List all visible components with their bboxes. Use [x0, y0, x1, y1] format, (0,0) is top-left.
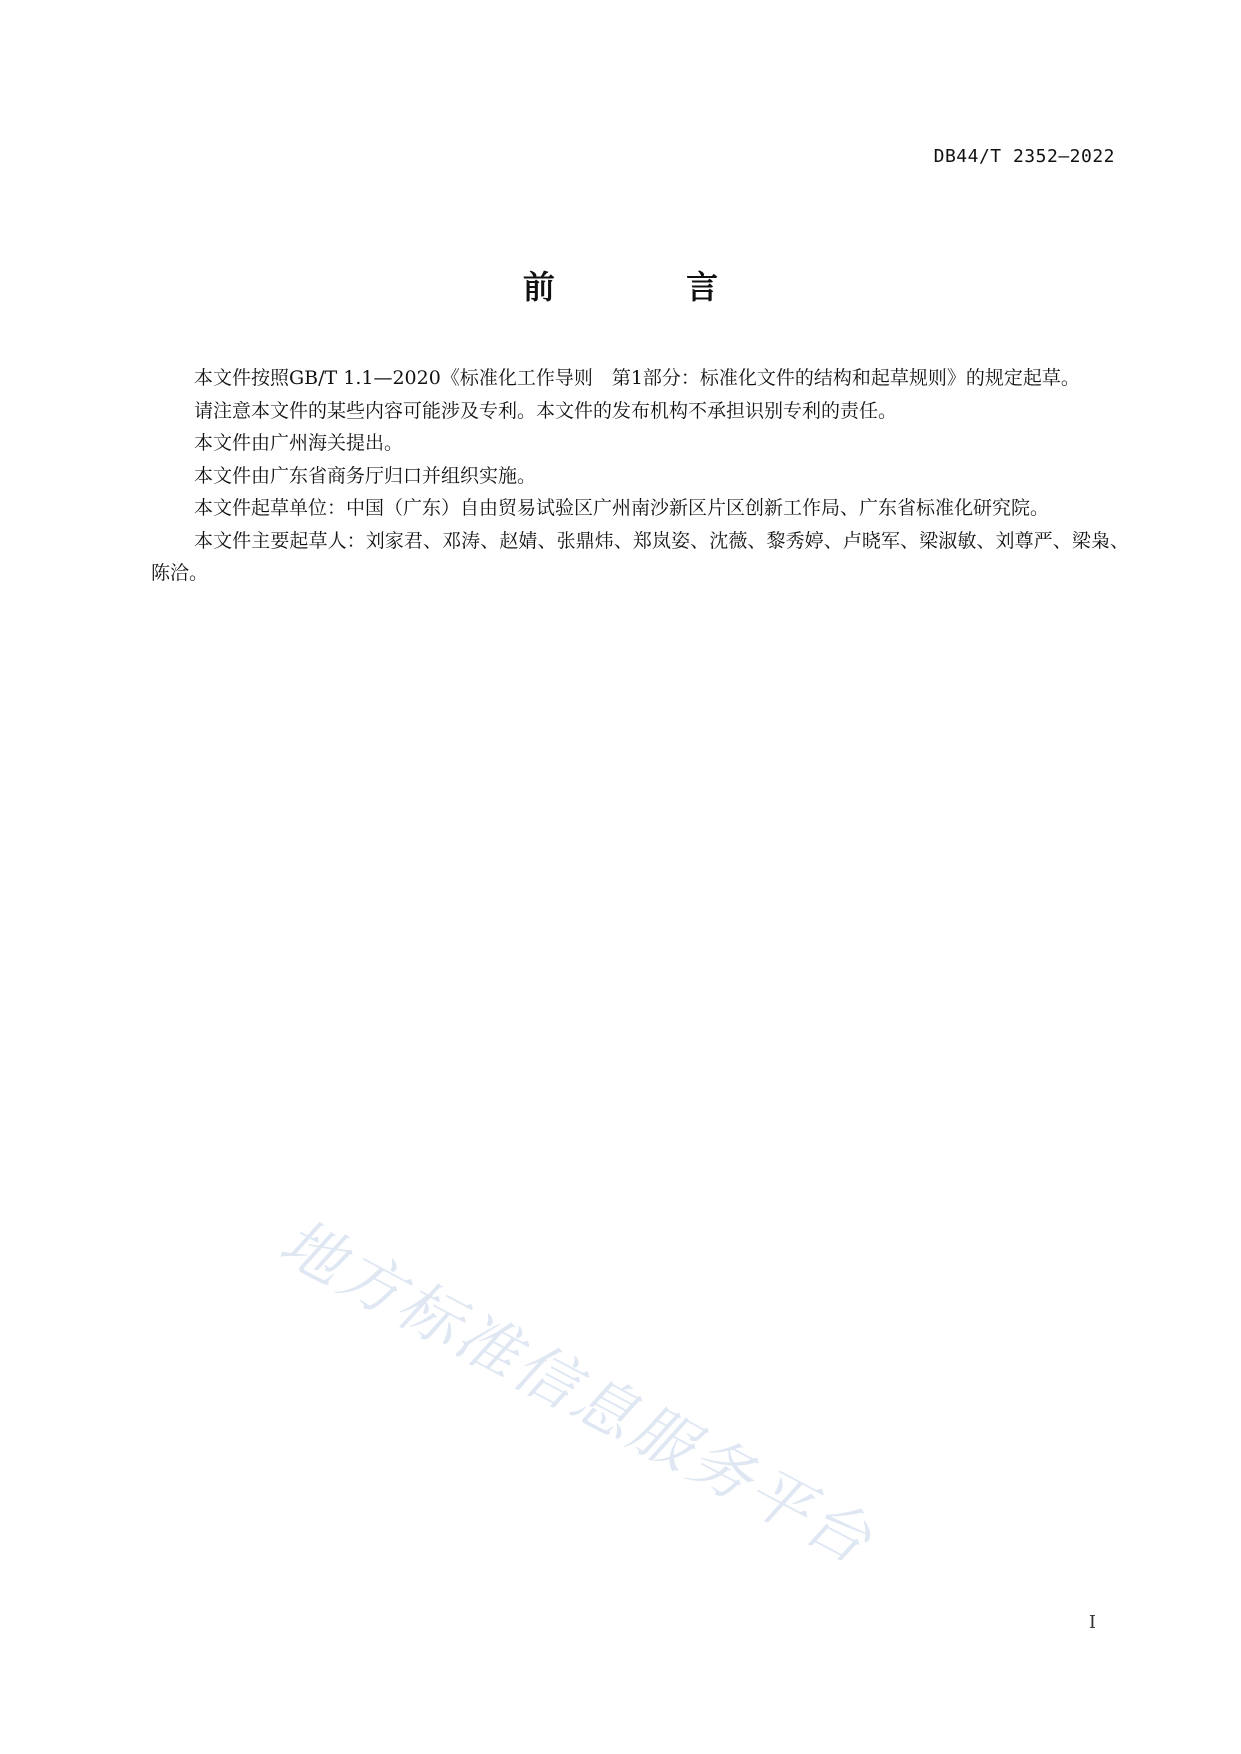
page-title: 前 言: [522, 268, 779, 306]
preface-paragraph-proposer: 本文件由广州海关提出。: [194, 432, 404, 454]
preface-paragraph-patent-notice: 请注意本文件的某些内容可能涉及专利。本文件的发布机构不承担识别专利的责任。: [194, 399, 898, 422]
preface-paragraph-drafting-units: 本文件起草单位：中国（广东）自由贸易试验区广州南沙新区片区创新工作局、广东省标准化研究院。: [194, 497, 1050, 519]
preface-body: [151, 362, 1129, 590]
preface-paragraph-drafting-rules: 本文件按照GB/T 1.1—2020《标准化工作导则 第1部分：标准化文件的结构和起草规则》的规定起草。: [194, 367, 1080, 389]
preface-paragraph-administrator: 本文件由广东省商务厅归口并组织实施。: [194, 464, 537, 487]
preface-paragraph-drafters: 本文件主要起草人：刘家君、邓涛、赵婧、张鼎炜、郑岚姿、沈薇、黎秀婷、卢晓军、梁淑敏、刘尊严、梁枭、陈洽。: [151, 529, 1129, 584]
page-number: I: [1088, 1612, 1096, 1633]
document-code: DB44/T 2352—2022: [933, 146, 1115, 167]
watermark: 地方标准信息服务平台: [268, 1204, 886, 1580]
